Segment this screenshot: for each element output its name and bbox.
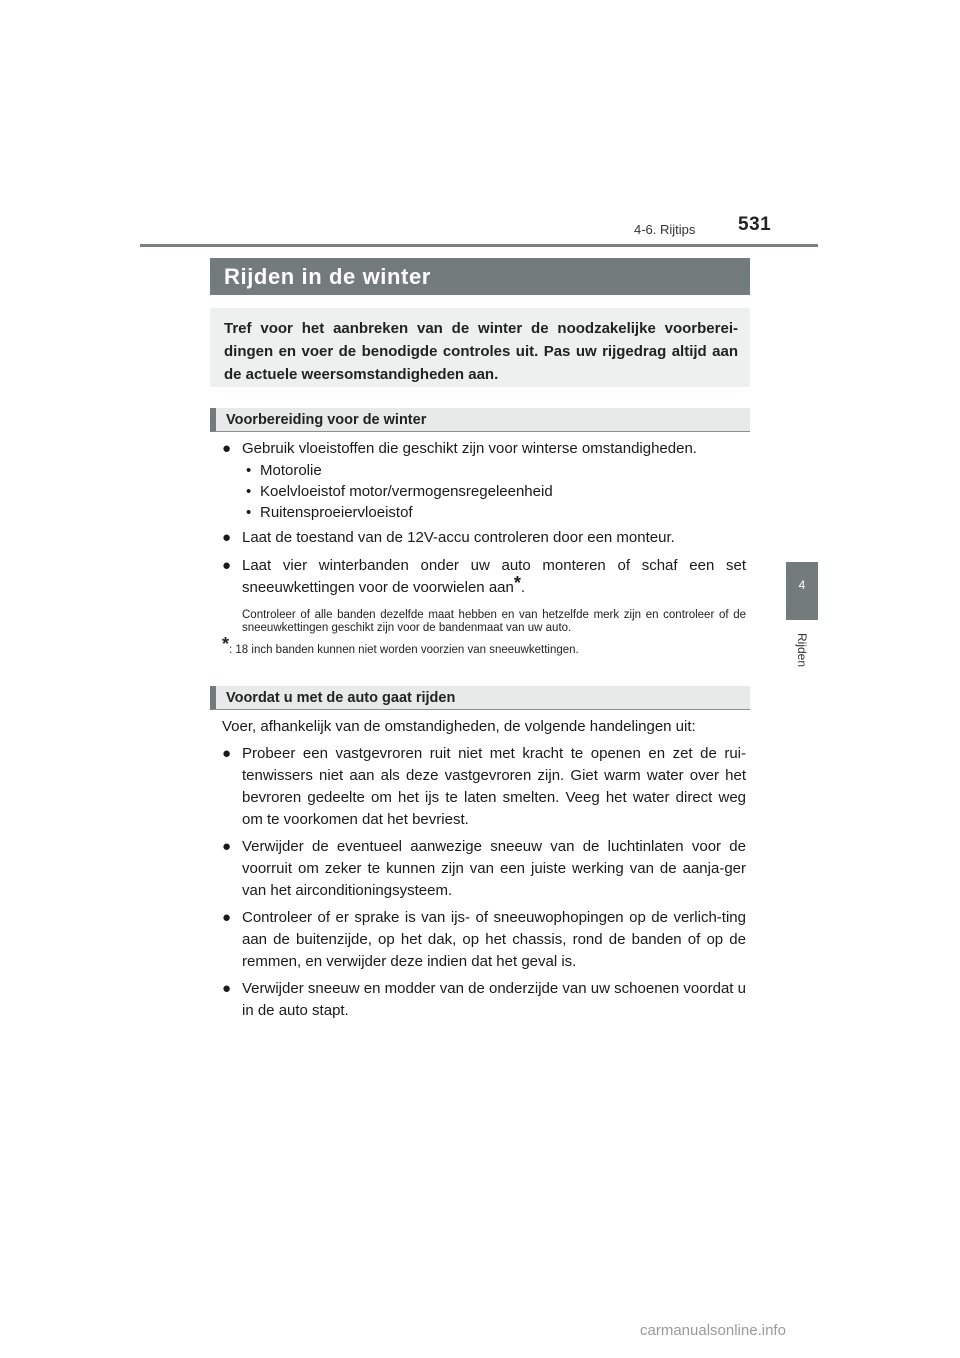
list-item [222,907,746,973]
chapter-tab: 4 [786,562,818,620]
section-heading-preparation: Voorbereiding voor de winter [210,408,750,432]
sub-list-item [222,502,746,523]
bullet-text: Gebruik vloeistoffen die geschikt zijn voor winterse omstandigheden. [242,440,697,457]
bullet-text: Verwijder sneeuw en modder van de onderzijde van uw schoenen voordat u in de auto stapt. [242,980,746,1019]
sub-bullet-icon: • [246,483,252,500]
section-before-driving-content [222,716,746,1022]
chapter-label: Rijden [795,632,809,668]
page-title: Rijden in de winter [210,258,750,295]
bullet-text-end: . [520,579,526,596]
sub-item-text: Koelvloeistof motor/vermogensregeleenheid [260,483,553,500]
bullet-text: Laat vier winterbanden onder uw auto monteren of schaf een set sneeuwkettingen voor de voorwielen aan [242,557,746,596]
bullet-text: Laat de toestand van de 12V-accu controleren door een monteur. [242,529,675,546]
section-intro-text: Voer, afhankelijk van de omstandigheden, de volgende handelingen uit: [222,718,696,735]
list-item [222,527,746,549]
section-preparation-content [222,438,746,657]
bullet-icon: ● [222,745,232,762]
sub-bullet-icon: • [246,462,252,479]
bullet-icon: ● [222,980,232,997]
bullet-text: Probeer een vastgevroren ruit niet met kracht te openen en zet de rui-tenwissers niet aan als deze vastgevroren zijn. Giet warm water over het bevroren gedeelte om het ijs te laten smelten. Veeg het water direct weg om te voorkomen dat het bevriest. [242,745,746,828]
bullet-icon: ● [222,440,232,457]
bullet-icon: ● [222,557,232,574]
intro-box: Tref voor het aanbreken van de winter de noodzakelijke voorberei-dingen en voer de benodigde controles uit. Pas uw rijgedrag altijd aan de actuele weersomstandigheden aan. [210,308,750,387]
watermark: carmanualsonline.info [640,1322,786,1339]
bullet-icon: ● [222,909,232,926]
chapter-label-container [786,630,818,670]
bullet-icon: ● [222,838,232,855]
sub-item-text: Ruitensproeiervloeistof [260,504,413,521]
bullet-icon: ● [222,529,232,546]
sub-list-item [222,481,746,502]
list-item [222,743,746,831]
footnote-text: : 18 inch banden kunnen niet worden voorzien van sneeuwkettingen. [229,644,579,656]
header-section-label: 4-6. Rijtips [634,222,696,237]
tire-note: Controleer of alle banden dezelfde maat hebben en van hetzelfde merk zijn en controleer of de sneeuwkettingen geschikt zijn voor de bandenmaat van uw auto. [242,609,746,634]
section-heading-before-driving: Voordat u met de auto gaat rijden [210,686,750,710]
footnote-marker: * [513,573,521,593]
sub-list-item [222,460,746,481]
bullet-text: Verwijder de eventueel aanwezige sneeuw van de luchtinlaten voor de voorruit om zeker te kunnen zijn van een juiste werking van de aanja-ger van het airconditioningsysteem. [242,838,746,899]
list-item [222,555,746,599]
sub-bullet-icon: • [246,504,252,521]
list-item [222,438,746,460]
footnote-marker: * [222,634,230,654]
footnote [222,634,746,657]
list-item [222,836,746,902]
page-number: 531 [738,214,772,235]
list-item [222,978,746,1022]
sub-item-text: Motorolie [260,462,322,479]
header-rule [140,244,818,247]
bullet-text: Controleer of er sprake is van ijs- of sneeuwophopingen op de verlich-ting aan de buitenzijde, op het dak, op het chassis, rond de banden of op de remmen, en verwijder deze indien dat het geval is. [242,909,746,970]
